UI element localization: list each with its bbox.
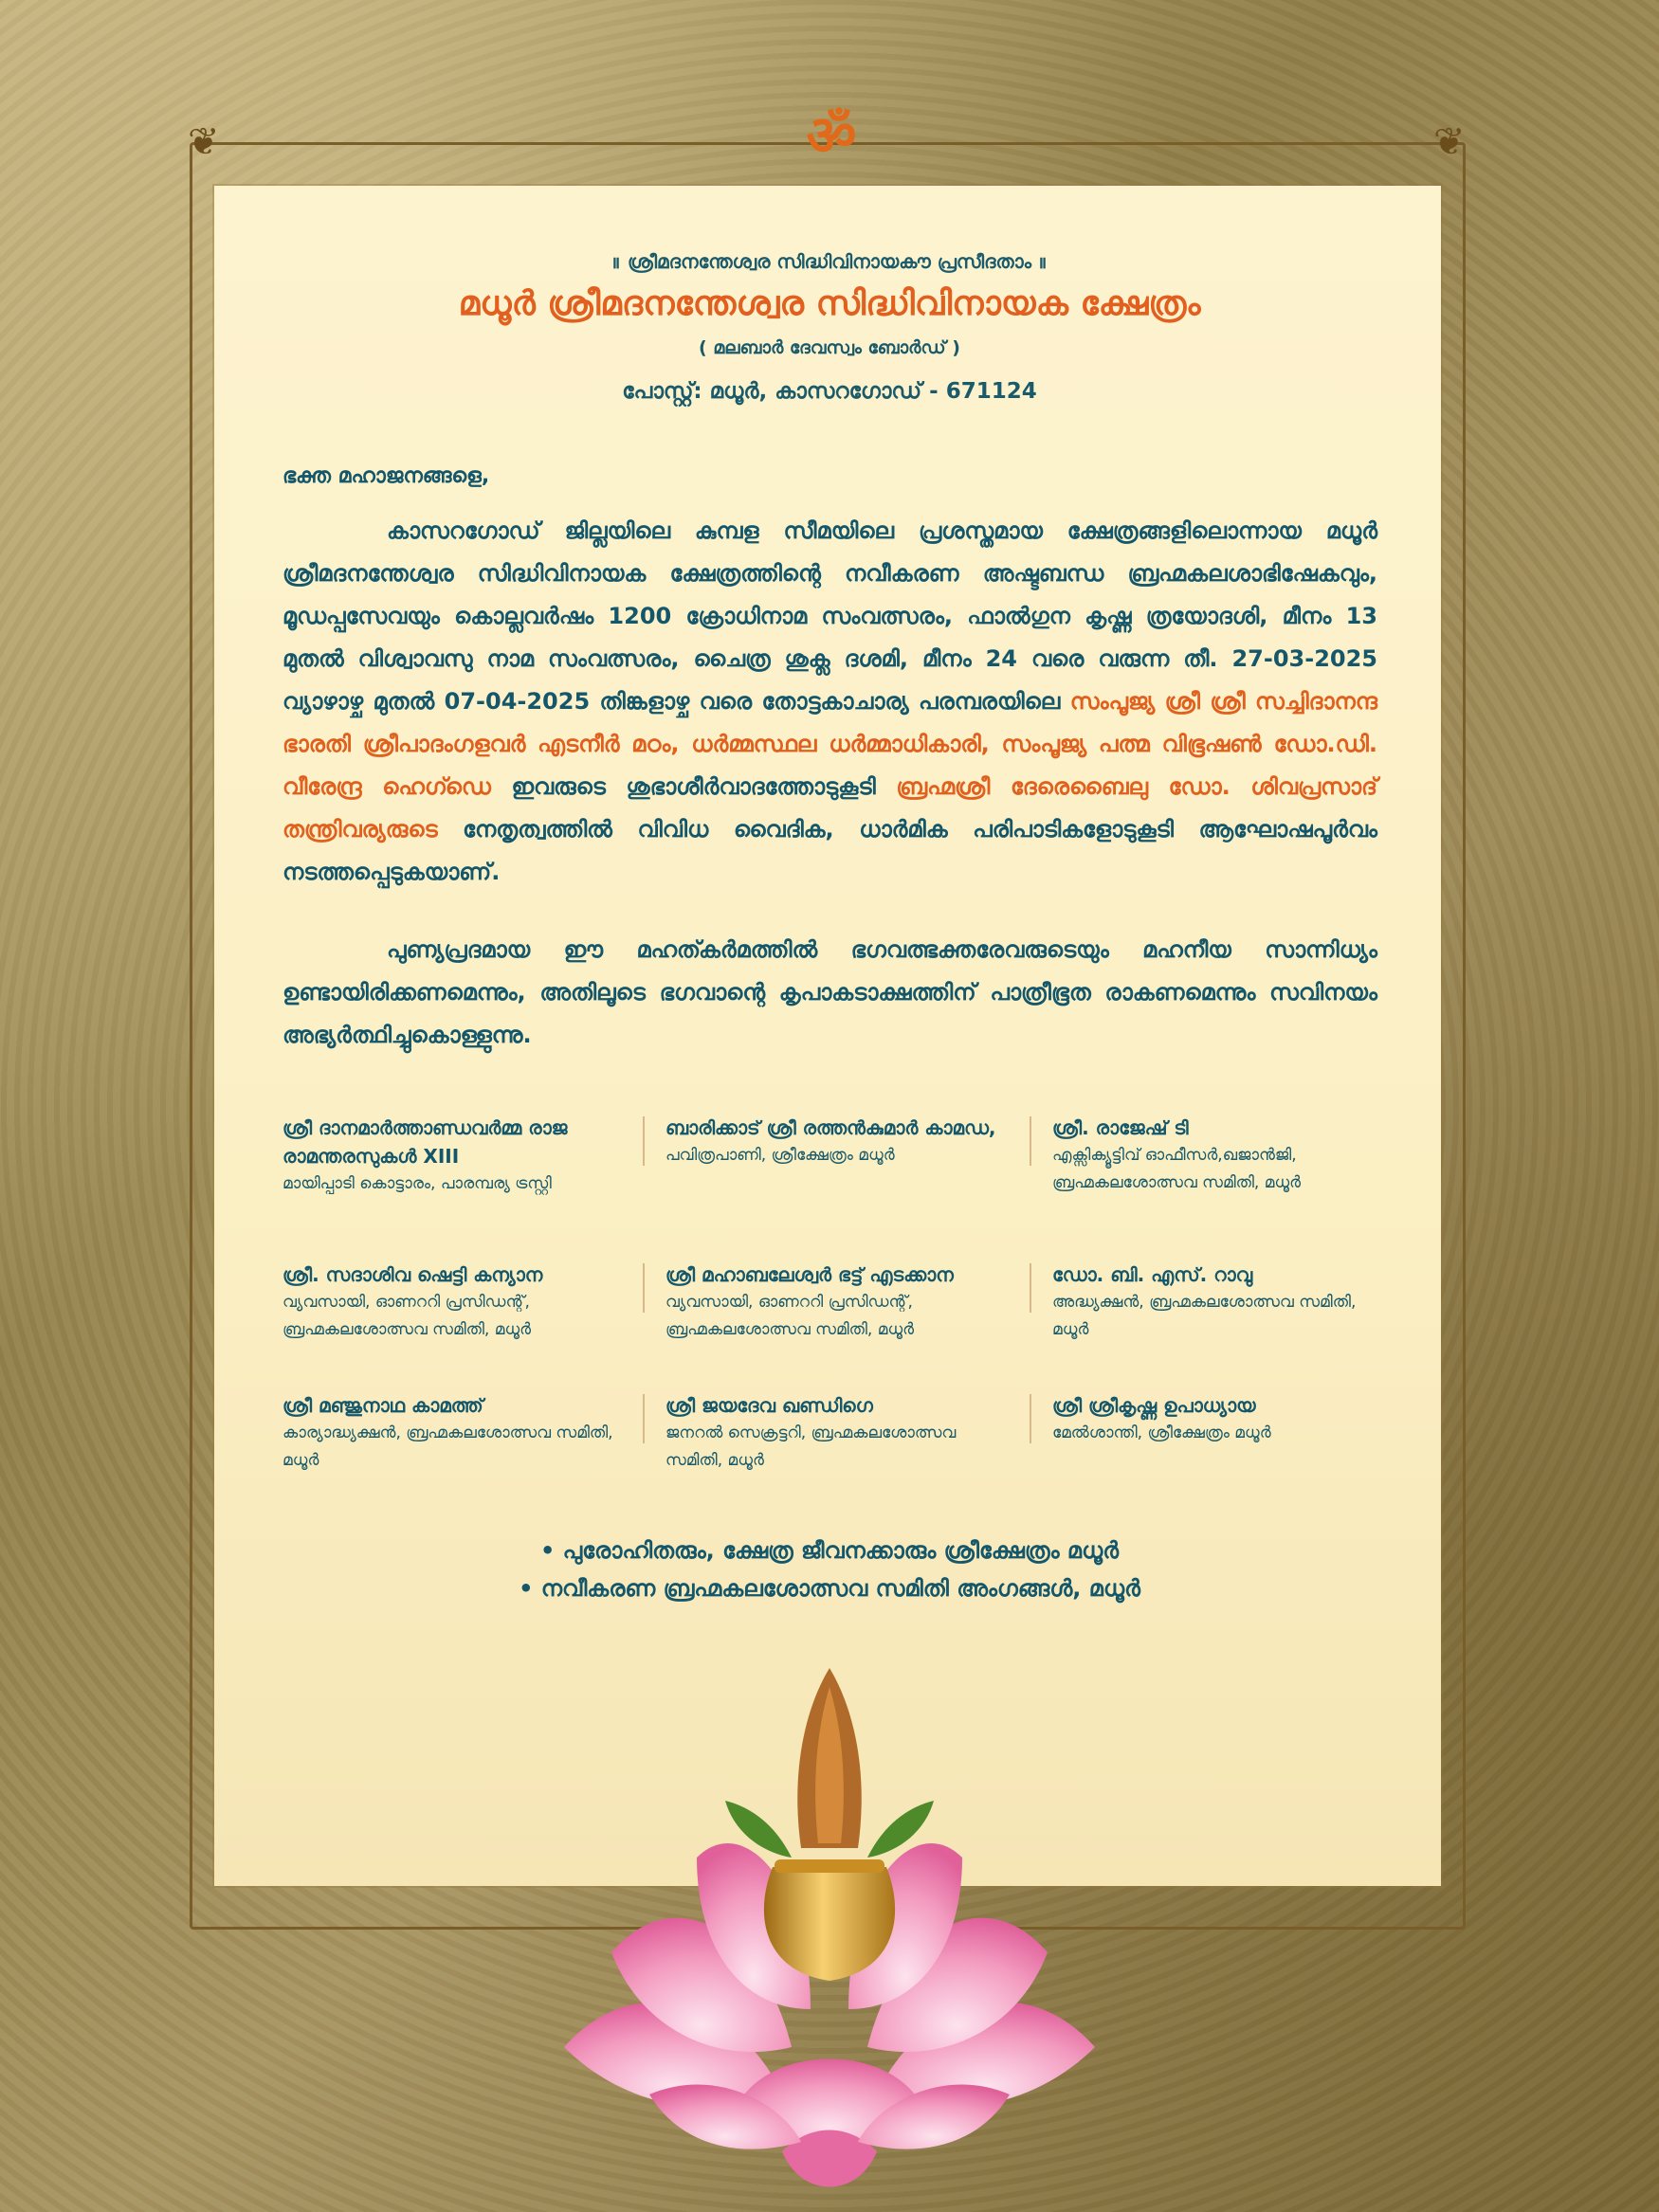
signatory-role: മേൽശാന്തി, ശ്രീക്ഷേത്രം മധൂർ	[1052, 1423, 1271, 1442]
signatory	[1052, 1391, 1394, 1447]
signatory-name: ശ്രീ ദാനമാർത്താണ്ഡവർമ്മ രാജ രാമന്തരസുകൾ XIII	[283, 1116, 568, 1168]
signatory-name: ഡോ. ബി. എസ്. റാവു	[1052, 1263, 1253, 1286]
signatory-role: മായിപ്പാടി കൊട്ടാരം, പാരമ്പര്യ ട്രസ്റ്റി	[283, 1174, 552, 1193]
signatory-role: കാര്യാദ്ധ്യക്ഷൻ, ബ്രഹ്മകലശോത്സവ സമിതി, മധൂർ	[283, 1423, 613, 1470]
frame-ornament-icon: ❦	[1433, 120, 1466, 164]
column-divider	[1030, 1263, 1031, 1313]
signatory-name: ബാരിക്കാട് ശ്രീ രത്തൻകുമാർ കാമഡ,	[665, 1116, 996, 1139]
salutation: ഭക്ത മഹാജനങ്ങളെ,	[283, 464, 490, 488]
board-name: ( മലബാർ ദേവസ്വം ബോർഡ് )	[699, 337, 960, 358]
paragraph-text: കാസറഗോഡ് ജില്ലയിലെ കുമ്പള സീമയിലെ പ്രശസ്തമായ ക്ഷേത്രങ്ങളിലൊന്നായ മധൂർ ശ്രീമദനന്തേശ്വര സിദ്ധിവിനായക ക്ഷേത്രത്തിന്റെ നവീകരണ അഷ്ടബന്ധ ബ്രഹ്മകലശാഭിഷേകവും, മൂഡപ്പസേവയും കൊല്ലവർഷം 1200 ക്രോധിനാമ സംവത്സരം, ഫാൽഗുന കൃഷ്ണ ത്രയോദശി, മീനം 13 മുതൽ വിശ്വാവസു നാമ സംവത്സരം, ചൈത്ര ശുക്ല ദശമി, മീനം 24 വരെ വരുന്ന തീ. 27-03-2025 വ്യാഴാഴ്ച മുതൽ 07-04-2025 തിങ്കളാഴ്ച വരെ തോട്ടകാചാര്യ പരമ്പരയിലെ	[283, 517, 1377, 715]
signatory-role: വ്യവസായി, ഓണററി പ്രസിഡന്റ്, ബ്രഹ്മകലശോത്സവ സമിതി, മധൂർ	[665, 1293, 915, 1339]
signatory-role: ജനറൽ സെക്രട്ടറി, ബ്രഹ്മകലശോത്സവ സമിതി, മധൂർ	[665, 1423, 957, 1470]
paragraph-text: ഇവരുടെ ശുഭാശീർവാദത്തോടുകൂടി	[490, 773, 897, 800]
footer-line-2: • നവീകരണ ബ്രഹ്മകലശോത്സവ സമിതി അംഗങ്ങൾ, മധൂർ	[519, 1575, 1140, 1602]
column-divider	[1030, 1116, 1031, 1166]
signatory-role: എക്സിക്യൂട്ടിവ് ഓഫീസർ,ഖജാൻജി, ബ്രഹ്മകലശോത്സവ സമിതി, മധൂർ	[1052, 1146, 1302, 1192]
signatory-name: ശ്രീ മഞ്ജുനാഥ കാമത്ത്	[283, 1394, 483, 1417]
invitation-paragraph	[283, 510, 1377, 894]
paragraph-text: നേതൃത്വത്തിൽ വിവിധ വൈദിക, ധാർമിക പരിപാടികളോടുകൂടി ആഘോഷപൂർവം നടത്തപ്പെടുകയാണ്.	[283, 816, 1377, 885]
blessing-line: ॥ ശ്രീമദനന്തേശ്വര സിദ്ധിവിനായകൗ പ്രസീദതാം ॥	[611, 250, 1048, 273]
signatory	[283, 1114, 633, 1198]
footer-line-1: • പുരോഹിതരും, ക്ഷേത്ര ജീവനക്കാരും ശ്രീക്ഷേത്രം മധൂർ	[539, 1537, 1120, 1564]
signatory-name: ശ്രീ ജയദേവ ഖണ്ഡിഗെ	[665, 1394, 873, 1417]
signatory-name: ശ്രീ ശ്രീകൃഷ്ണ ഉപാധ്യായ	[1052, 1394, 1256, 1417]
signatory	[665, 1260, 1016, 1344]
signatory	[283, 1260, 633, 1344]
signatory	[665, 1391, 1016, 1475]
lotus-kalasha-illustration	[498, 1649, 1161, 2212]
frame-ornament-icon: ❦	[188, 120, 220, 164]
temple-address: പോസ്റ്റ്: മധൂർ, കാസറഗോഡ് - 671124	[622, 379, 1037, 404]
signatory-role: വ്യവസായി, ഓണററി പ്രസിഡന്റ്, ബ്രഹ്മകലശോത്സവ സമിതി, മധൂർ	[283, 1293, 532, 1339]
request-paragraph: പുണ്യപ്രദമായ ഈ മഹത്കർമത്തിൽ ഭഗവത്ഭക്തരേവരുടെയും മഹനീയ സാന്നിധ്യം ഉണ്ടായിരിക്കണമെന്നും, അതിലൂടെ ഭഗവാന്റെ കൃപാകടാക്ഷത്തിന് പാത്രീഭൂത രാകണമെന്നും സവിനയം അഭ്യർത്ഥിച്ചുകൊള്ളുന്നു.	[283, 936, 1377, 1048]
signatory	[1052, 1260, 1394, 1344]
signatory-name: ശ്രീ മഹാബലേശ്വർ ഭട്ട് എടക്കാന	[665, 1263, 954, 1286]
signatory-role: പവിത്രപാണി, ശ്രീക്ഷേത്രം മധൂർ	[665, 1146, 895, 1165]
column-divider	[643, 1116, 645, 1166]
highlighted-tantri: ബ്രഹ്മശ്രീ ദേരെബൈലു ഡോ. ശിവപ്രസാദ് തന്ത്രിവര്യരുടെ	[283, 773, 1377, 843]
column-divider	[643, 1394, 645, 1443]
signatory	[1052, 1114, 1394, 1197]
signatory	[665, 1114, 1016, 1169]
signatory-name: ശ്രീ. രാജേഷ് ടി	[1052, 1116, 1189, 1139]
column-divider	[643, 1263, 645, 1313]
signatory	[283, 1391, 633, 1475]
om-icon: ॐ	[806, 103, 857, 168]
signatory-role: അദ്ധ്യക്ഷൻ, ബ്രഹ്മകലശോത്സവ സമിതി, മധൂർ	[1052, 1293, 1357, 1339]
signatory-name: ശ്രീ. സദാശിവ ഷെട്ടി കന്യാന	[283, 1263, 543, 1286]
column-divider	[1030, 1394, 1031, 1443]
highlighted-dignitaries: സംപൂജ്യ ശ്രീ ശ്രീ സച്ചിദാനന്ദ ഭാരതി ശ്രീപാദംഗളവർ എടനീർ മഠം, ധർമ്മസ്ഥല ധർമ്മാധികാരി, സംപൂജ്യ പത്മ വിഭൂഷൺ ഡോ.ഡി. വീരേന്ദ്ര ഹെഗ്ഡെ	[283, 688, 1378, 800]
temple-title: മധൂർ ശ്രീമദനന്തേശ്വര സിദ്ധിവിനായക ക്ഷേത്രം	[458, 284, 1201, 323]
